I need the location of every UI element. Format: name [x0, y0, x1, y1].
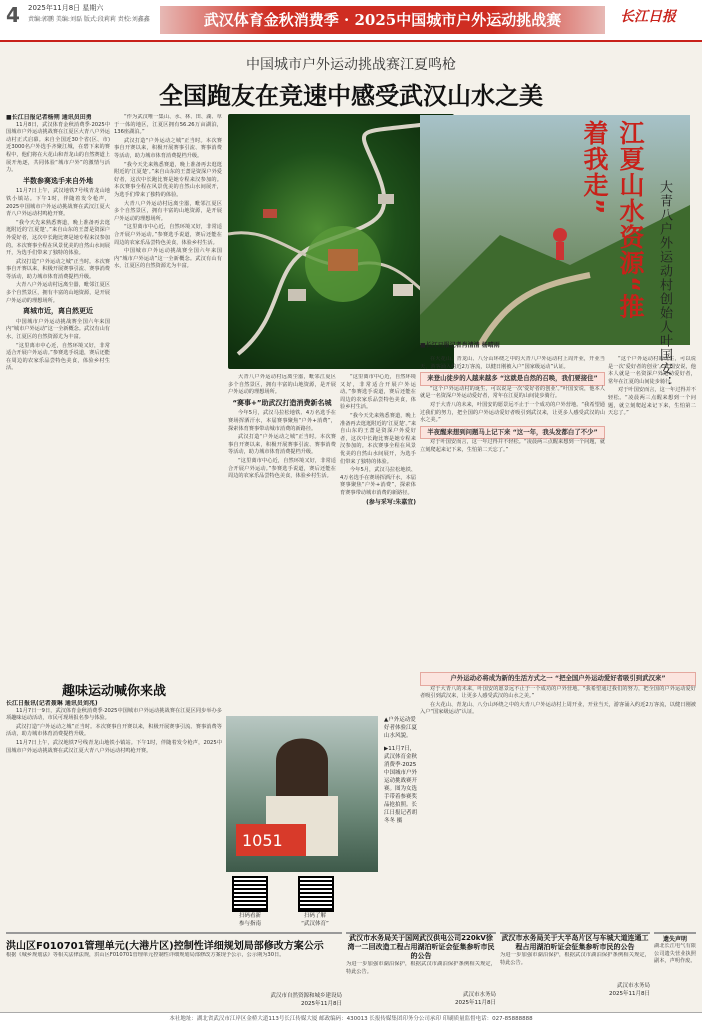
column-3-body: 大青八户外运动村远离尘嚣，毗邻江夏区多个自然景区，拥有丰富的山地资源，是开展户外运动的理想场所。 — [228, 374, 336, 396]
qr-code-wuhan-sports[interactable] — [298, 876, 334, 912]
column-2-body-5: 中国城市户外运动挑战赛全国六年来国内“城市户外运动”这一全新概念。武汉有山有水，江夏区的自然资源尤为丰富。 — [114, 248, 222, 270]
column-4-body-2: “我今天先来熟悉赛道，晚上准备再去逛逛附近的‘江夏楚’。”来自山东的王蔷是资深户外爱好者，这次中长跑比赛是她专程来汉参加的。本次赛事全程在风景优美的自然山水间展开，为选手们带来了独特的体验。 — [340, 412, 416, 465]
athlete-photo-art — [226, 716, 378, 872]
lost-notice-body: 湖北长江电气有限公司遗失营业执照副本，声明作废。 — [654, 943, 696, 965]
qr-wuhan-sports-label: 扫码了解 “武汉体育” — [301, 913, 329, 927]
section-2-body: 中国城市户外运动挑战赛全国六年来国内“城市户外运动”这一全新概念。武汉有山有水，江夏区的自然资源尤为丰富。 — [6, 318, 110, 341]
page-footer: 本社地址：湖北省武汉市江岸区金桥大道113号长江传媒大厦 邮政编码：430013 长报传媒集团印务分公司承印 印刷质量监督电话：027-85888888 — [0, 1012, 702, 1025]
section-heading-3: “赛事+”助武汉打造消费新名城 — [232, 398, 332, 407]
feature-column-left — [420, 356, 605, 666]
water-notice-2 — [500, 932, 650, 1014]
column-2-intro: “作为武汉唯一集山、水、林、田、湖、草于一体的地区，江夏区拥有56.26万亩湖泊，136座湖泊。” — [114, 114, 222, 136]
feature-body-extra: 对于大青八的未来，叶国安的愿景远不止于一个成功的户外营地。“我希望通过我们的努力，把全国的户外运动爱好者吸引到武汉来，让更多人感受武汉的山水之美。” — [420, 401, 605, 424]
feature-quote-2: 半夜醒来想到问题马上记下来 “这一年，我头发都白了不少” — [420, 426, 605, 440]
bottom-story-text — [6, 700, 222, 825]
planning-notice-title: 洪山区F010701管理单元(大港片区)控制性详细规划局部修改方案公示 — [6, 941, 324, 952]
svg-text:1051: 1051 — [242, 831, 283, 850]
editor-credits: 责编:郭鹏 美编:刘磊 版式:段莉莉 责校:刘鑫鑫 — [28, 16, 150, 23]
feature-quote-3-body: 对于大青八的未来，叶国安的愿景远不止于一个成功的户外营地。“我希望通过我们的努力，把全国的户外运动爱好者吸引到武汉来，让更多人感受武汉的山水之美。” — [420, 685, 696, 700]
bottom-story-body: 11月7日一9日，武汉体育金秋消费季·2025中国城市户外运动挑战赛在江夏区同步举办多项趣味运动活动，市民可现场报名参与体验。 — [6, 707, 222, 722]
column-2-body-4: “这里离市中心近，自然环境又好，非常适合开展户外运动。”参赛选手说道，赛后还能在周边的农家乐品尝特色美食，体验乡村生活。 — [114, 224, 222, 246]
page-header — [0, 0, 702, 40]
athlete-photo — [226, 716, 378, 872]
newspaper-logo: 长江日报 — [620, 9, 676, 25]
column-4-body-3: 今年5月，武汉马拉松地铁、4万名选手在赛场挥洒汗水，本届赛事聚焦“户外+消费”，探索体育赛事带动城市消费的新路径。 — [340, 467, 416, 496]
article-headline: 全国跑友在竞速中感受武汉山水之美 — [159, 82, 543, 110]
feature-vertical-title: 江夏山水资源“推着我走” — [580, 120, 645, 320]
text-column-1 — [6, 114, 110, 674]
text-column-2 — [114, 114, 222, 674]
feature-column-bottom — [420, 672, 696, 830]
water-notice-1-footer: 武汉市水务局 2025年11月8日 — [455, 992, 496, 1006]
contributors: (参与采写:朱嘉宜) — [366, 498, 416, 506]
section-1-body: 11月7日上午，武汉地铁7号线青龙山地铁小镇站。下午1时，伴随着发令枪声，2025中国城市户外运动挑战赛在武汉江夏大青八户外运动村鸣枪开赛。 — [6, 188, 110, 218]
feature-quote-1-body: “这个户外运动村的诞生，可以说是一次‘爱好者的创业’。”叶国安说，他本人就是一名资深户外运动爱好者，常年在江夏的山间徒步骑行。 — [420, 385, 605, 400]
lost-notice-title: 遗失声明 — [662, 936, 687, 943]
water-notice-1-title: 武汉市水务局关于国网武汉供电公司220kV徐湾一二回改造工程占用湖泊听证会征集参听市民的公告 — [347, 934, 495, 960]
column-2-body-2: “我今天先来熟悉赛道，晚上准备再去逛逛附近的‘江夏楚’。”来自山东的王蔷是资深户外爱好者，这次中长跑比赛是她专程来汉参加的。本次赛事全程在风景优美的自然山水间展开，为选手们带来了独特的体验。 — [114, 161, 222, 198]
water-notice-2-body: 为进一步加强市湖泊保护，根据武汉市湖泊保护条例相关规定，特此公告。 — [500, 952, 650, 966]
header-divider — [0, 40, 702, 42]
article-intro: 11月8日，武汉体育金秋消费季·2025中国城市户外运动挑战赛在江夏区大青八户外运动村正式启幕。来自全国近30个省(区、市)近3000名户外选手齐聚江城，在碧下来的赛程中，他们将在大花山和青龙山的自然赛道上展开角逐，共同体验“城市户外”的激情与活力。 — [6, 121, 110, 174]
lost-notice — [654, 932, 696, 1014]
main-photo-caption: ▶11月7日，武汉体育金秋消费季·2025中国城市户外运动挑战赛开赛。图为女选手带着参赛奖品抢拍照。长江日报记者胡冬冬 摄 — [384, 746, 418, 824]
water-notice-1-body: 为进一步加强市湖泊保护，根据武汉市湖泊保护条例相关规定，特此公告。 — [346, 961, 496, 975]
bottom-story-byline: 长江日报讯(记者聂琳 通讯员刘兆) — [6, 700, 98, 707]
column-1-body-2: 武汉打造“户外运动之城”正当时。本次赛事自开赛以来，积极开展赛事引流、赛事消费等活动，助力城市体育消费提档升级。 — [6, 258, 110, 280]
issue-date: 2025年11月8日 星期六 — [28, 4, 104, 12]
planning-notice — [6, 932, 342, 1014]
water-notice-2-title: 武汉市水务局关于大半岛片区与车城大道连通工程占用湖泊听证会征集参听市民的公告 — [501, 934, 649, 951]
planning-notice-footer: 武汉市自然资源和城乡建设局 2025年11月8日 — [270, 993, 342, 1007]
feature-quote-2-body: 对于叶国安而言，这一年过得并不轻松。“凌晨两三点醒来想到一个问题，就立刻爬起来记下来，生怕第二天忘了。” — [420, 439, 605, 453]
water-notice-1 — [346, 932, 496, 1014]
section-heading-1: 半数参赛选手来自外地 — [23, 176, 93, 185]
feature-right-body: “这个户外运动村的诞生，可以说是一次‘爱好者的创业’。”叶国安说，他本人就是一名资深户外运动爱好者，常年在江夏的山间徒步骑行。 — [608, 356, 696, 385]
bottom-story-title: 趣味运动喊你来战 — [61, 684, 166, 699]
feature-right-body-2: 对于叶国安而言，这一年过得并不轻松。“凌晨两三点醒来想到一个问题，就立刻爬起来记下来，生怕第二天忘了。” — [608, 387, 696, 417]
qr-code-guide[interactable] — [232, 876, 268, 912]
banner-text: 武汉体育金秋消费季 · 2025中国城市户外运动挑战赛 — [203, 11, 562, 29]
feature-quote-1: 来登山徒步的人越来越多 “这就是自然的召唤，我们要接住” — [420, 372, 605, 386]
article-subtitle: 中国城市户外运动挑战赛江夏鸣枪 — [246, 57, 456, 73]
section-heading-2: 离城市近，离自然更近 — [23, 307, 93, 316]
column-2-body: 武汉打造“户外运动之城”正当时。本次赛事自开赛以来，积极开展赛事引流、赛事消费等活动，助力城市体育消费提档升级。 — [114, 137, 222, 159]
column-1-body-3: 大青八户外运动村远离尘嚣，毗邻江夏区多个自然景区，拥有丰富的山地资源，是开展户外运动的理想场所。 — [6, 282, 110, 304]
bottom-story-body-3: 11月7日上午，武汉地铁7号线青龙山地铁小镇站。下午1时，伴随着发令枪声，2025中国城市户外运动挑战赛在武汉江夏大青八户外运动村鸣枪开赛。 — [6, 739, 222, 754]
column-1-body-4: “这里离市中心近，自然环境又好，非常适合开展户外运动。”参赛选手说道，赛后还能在周边的农家乐品尝特色美食，体验乡村生活。 — [6, 342, 110, 372]
runner-photo-caption: ▲户外运动爱好者体验江夏山水风貌。 — [384, 717, 418, 739]
feature-bottom-body: 在大花山、青龙山、八分山环绕之中的大青八户外运动村上周开业，开业当天，游客涌入约近2万客流，以健日刚被入户“国家级运动”认证。 — [420, 701, 696, 716]
feature-byline: ■长江日报记者肖清清 杨晴雨 — [420, 342, 500, 349]
article-byline: ■长江日报记者杨朔 通讯员田勇 — [6, 114, 92, 121]
column-4-body: “这里离市中心近，自然环境又好，非常适合开展户外运动。”参赛选手说道，赛后还能在周边的农家乐品尝特色美食，体验乡村生活。 — [340, 374, 416, 411]
text-column-4 — [340, 374, 416, 674]
bottom-story-body-2: 武汉打造“户外运动之城”正当时。本次赛事自开赛以来，积极开展赛事引流、赛事消费等活动，助力城市体育消费提档升级。 — [6, 723, 222, 738]
planning-notice-body: 根据《城乡规划法》等相关法律法规，洪山区F010701管理单元控制性详细规划局部修改方案现予公示，公示期为30日。 — [6, 952, 285, 958]
section-banner — [160, 6, 605, 34]
feature-column-right — [608, 356, 696, 666]
column-3-body-3: “这里离市中心近，自然环境又好，非常适合开展户外运动。”参赛选手说道，赛后还能在周边的农家乐品尝特色美食，体验乡村生活。 — [228, 457, 336, 480]
page-number: 4 — [6, 3, 20, 27]
column-3-body-2: 武汉打造“户外运动之城”正当时。本次赛事自开赛以来，积极开展赛事引流、赛事消费等活动，助力城市体育消费提档升级。 — [228, 434, 336, 456]
feature-vertical-subtitle: 大青八户外运动村创始人叶国安： — [657, 180, 672, 390]
qr-guide-label: 扫码看新 参与指南 — [238, 913, 261, 927]
feature-intro: 在大花山、青龙山、八分山环绕之中的大青八户外运动村上周开业，开业当天，游客涌入约近2万客流，以健日刚被入户“国家级运动”认证。 — [420, 356, 605, 370]
text-column-3 — [228, 374, 336, 674]
water-notice-2-footer: 武汉市水务局 2025年11月8日 — [609, 983, 650, 997]
column-1-body: “我今天先来熟悉赛道，晚上准备再去逛逛附近的‘江夏楚’。”来自山东的王蔷是资深户外爱好者，这次中长跑比赛是她专程来汉参加的。本次赛事全程在风景优美的自然山水间展开，为选手们带来了独特的体验。 — [6, 219, 110, 257]
section-3-body: 今年5月，武汉马拉松地铁、4万名选手在赛场挥洒汗水，本届赛事聚焦“户外+消费”，探索体育赛事带动城市消费的新路径。 — [228, 410, 336, 432]
feature-quote-3: 户外运动必将成为新的生活方式之一 “把全国户外运动爱好者吸引到武汉来” — [420, 672, 696, 686]
column-2-body-3: 大青八户外运动村远离尘嚣，毗邻江夏区多个自然景区，拥有丰富的山地资源，是开展户外运动的理想场所。 — [114, 200, 222, 222]
